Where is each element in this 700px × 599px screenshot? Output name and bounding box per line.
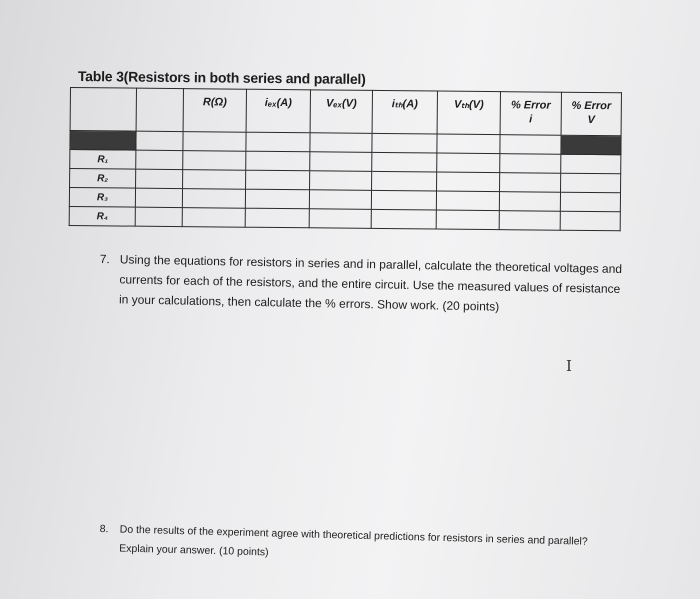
- table-cell: [245, 189, 309, 209]
- results-table: [69, 87, 622, 231]
- table-cell: [310, 171, 372, 191]
- question-text: Using the equations for resistors in series and in parallel, calculate the theoretical voltages and currents for each of the resistors, and the entire circuit. Use the measured values of resistance in your calculations, then calculate the % errors. Show work. (20 points): [118, 252, 623, 314]
- table-cell: [245, 208, 309, 228]
- table-cell: [371, 190, 436, 210]
- table-cell: [309, 209, 371, 229]
- row-label: R₃: [69, 188, 135, 208]
- table-cell: [372, 152, 437, 172]
- table-cell: [246, 132, 310, 152]
- table-cell: [437, 172, 500, 192]
- question-number: 8.: [99, 522, 109, 536]
- table-cell: [500, 135, 561, 155]
- table-cell: [437, 153, 500, 173]
- table-cell: [135, 207, 182, 226]
- table-cell: [560, 211, 620, 231]
- header-row: [70, 88, 621, 136]
- table-cell: [437, 134, 500, 154]
- table-cell: [500, 173, 561, 193]
- table-cell: [499, 192, 560, 212]
- row-label: R₄: [69, 206, 135, 226]
- header-cell: Vₑₓ(V): [310, 90, 372, 134]
- table-cell: [436, 191, 499, 211]
- header-cell: R(Ω): [183, 89, 246, 133]
- table-cell: [182, 189, 245, 209]
- table-cell: [183, 151, 246, 171]
- table-cell: [561, 154, 621, 174]
- header-cell: iₜₕ(A): [372, 90, 437, 134]
- table-cell: [136, 131, 183, 150]
- table-cell: [182, 208, 245, 228]
- header-cell: [136, 88, 183, 131]
- text-cursor-icon: I: [566, 357, 572, 375]
- table-cell: [372, 171, 437, 191]
- table-cell: [310, 152, 372, 172]
- header-cell: iₑₓ(A): [246, 89, 310, 133]
- table-cell: [246, 151, 310, 171]
- table-cell: [436, 210, 499, 230]
- table-cell: [183, 170, 246, 190]
- table-cell: [136, 169, 183, 188]
- table-cell: [499, 211, 560, 231]
- table-cell: [183, 132, 246, 152]
- table-row: [69, 206, 620, 230]
- table-cell: [246, 170, 310, 190]
- table-cell: [371, 209, 436, 229]
- question-text: Do the results of the experiment agree with theoretical predictions for resistors in series and parallel? Explain your answer. (10 points): [119, 523, 588, 559]
- table-cell: [310, 133, 372, 153]
- row-label: R₁: [70, 150, 136, 170]
- table-cell: [136, 150, 183, 169]
- row-label: R₂: [70, 169, 136, 189]
- header-cell: % Error V: [561, 92, 621, 136]
- header-cell: % Error i: [500, 92, 561, 136]
- table-cell: [135, 188, 182, 207]
- table-cell: [561, 135, 621, 155]
- table-title: Table 3(Resistors in both series and parallel): [77, 68, 366, 88]
- header-cell: [70, 88, 136, 132]
- table-cell: [500, 154, 561, 174]
- table-cell: [561, 173, 621, 193]
- table-cell: [309, 190, 371, 210]
- question-number: 7.: [99, 251, 110, 267]
- table-cell: [372, 133, 437, 153]
- header-cell: Vₜₕ(V): [437, 91, 500, 135]
- table-cell: [70, 131, 136, 151]
- table-cell: [560, 192, 620, 212]
